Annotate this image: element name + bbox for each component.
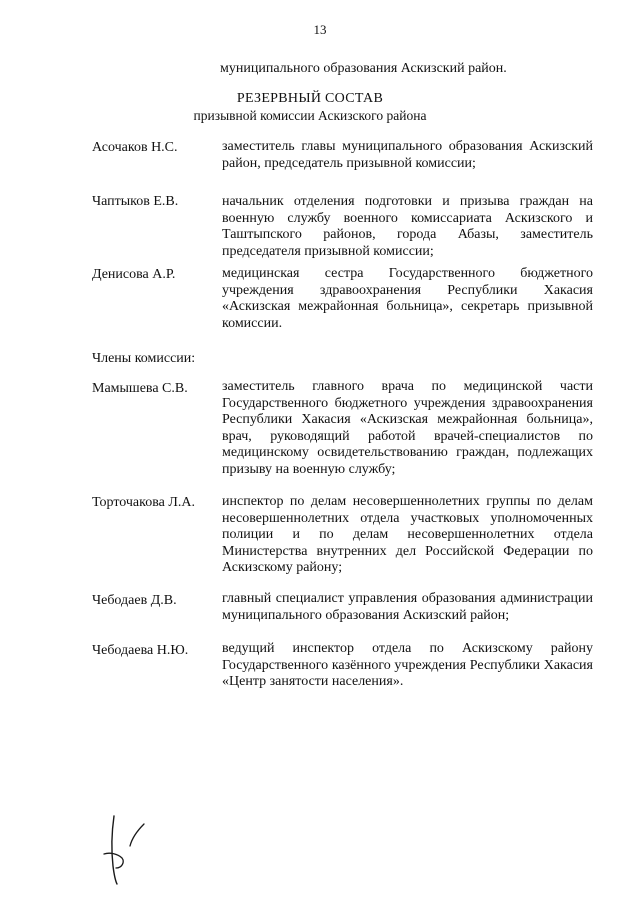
member-role: заместитель главного врача по медицинской части Государственного бюджетного учреждения здравоохранения Республики Хакасия «Аскизская межрайонная больница», врач, руководящий работой врачей-специалистов по медицинскому освидетельствованию граждан, подлежащих призыву на военную службу; [222,379,593,477]
member-name: Мамышева С.В. [92,381,188,396]
member-role: главный специалист управления образования администрации муниципального образования Аскизский район; [222,591,593,623]
member-name: Асочаков Н.С. [92,140,178,155]
section-title: РЕЗЕРВНЫЙ СОСТАВ [236,91,384,106]
continuation-text: муниципального образования Аскизский район. [220,61,507,76]
member-role: заместитель главы муниципального образования Аскизский район, председатель призывной комиссии; [222,139,593,171]
member-name: Чебодаева Н.Ю. [92,643,189,658]
member-role: начальник отделения подготовки и призыва граждан на военную службу военного комиссариата Аскизского и Таштыпского районов, города Абазы, заместитель председателя призывной комиссии; [222,194,593,259]
page-number: 13 [313,22,327,37]
section-subtitle: призывной комиссии Аскизского района [193,108,427,123]
member-role: медицинская сестра Государственного бюджетного учреждения здравоохранения Республики Хакасия «Аскизская межрайонная больница», секретарь призывной комиссии. [222,266,593,331]
member-role: инспектор по делам несовершеннолетних группы по делам несовершеннолетних отдела участковых уполномоченных полиции и по делам несовершеннолетних отдела Министерства внутренних дел Российской Федерации по Аскизскому району; [222,494,593,575]
member-name: Чаптыков Е.В. [92,194,179,209]
member-name: Денисова А.Р. [92,267,176,282]
member-name: Чебодаев Д.В. [92,593,177,608]
member-role: ведущий инспектор отдела по Аскизскому району Государственного казённого учреждения Республики Хакасия «Центр занятости населения». [222,641,593,689]
member-name: Торточакова Л.А. [92,495,195,510]
members-label: Члены комиссии: [92,351,196,366]
signature-mark [100,808,160,888]
